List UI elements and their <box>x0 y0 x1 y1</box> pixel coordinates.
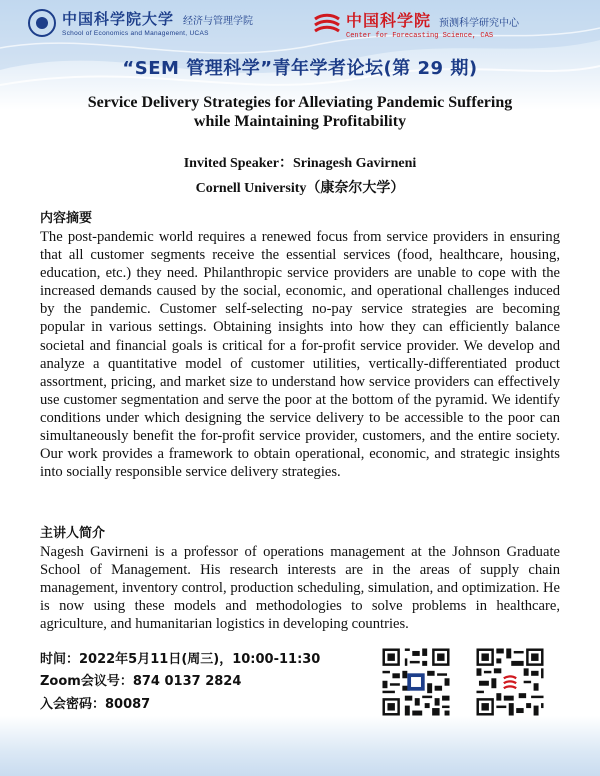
footer-background <box>0 716 600 776</box>
ucas-name: 中国科学院大学 <box>62 10 175 28</box>
ucas-seal-icon <box>28 9 56 37</box>
event-time: 时间：2022年5月11日(周三)，10:00-11:30 <box>40 652 321 667</box>
cfs-logo-icon <box>312 13 342 35</box>
cfs-name: 预测科学研究中心 <box>439 18 520 29</box>
zoom-meeting-id: Zoom会议号：874 0137 2824 <box>40 674 242 689</box>
sem-name: 经济与管理学院 <box>183 16 254 27</box>
speaker-line: Invited Speaker：Srinagesh Gavirneni <box>183 156 417 171</box>
qr-code-icon <box>474 646 546 718</box>
sem-english-name: School of Economics and Management, UCAS <box>62 30 209 37</box>
ucas-sem-logo <box>28 8 253 37</box>
cfs-logo <box>312 8 519 40</box>
affiliation-line: Cornell University（康奈尔大学） <box>195 181 405 196</box>
abstract-text: The post-pandemic world requires a renewed focus from service providers in ensuring that all customer segments receive the essential services (food, healthcare, housing, education, etc.) they need. Philanthropic service providers are unable to cope with the increased demands caused by the social, economic, and operational challenges induced by the pandemic. Customer self-selecting no-pay service strategies are becoming popular in various settings. Obtaining insights into how they can efficiently balance societal and financial goals is critical for a for-profit service provider. We develop and analyze a quantitative model of customer utilities, vertically-differentiated product assortment, pricing, and market size to understand how service providers can effectively use customer segmentation and serve the poor at the bottom of the pyramid. We identify conditions under which designing the service delivery to be accessible to the poor can simultaneously benefit the for-profit service provider, customers, and the entire society. Our work provides a framework to obtain operational, economic, and strategic insights into socially responsible service delivery strategies. <box>40 229 560 481</box>
abstract-heading: 内容摘要 <box>40 211 93 226</box>
meeting-password: 入会密码：80087 <box>40 697 151 712</box>
talk-title-line-1: Service Delivery Strategies for Alleviating Pandemic Suffering <box>87 94 513 111</box>
cfs-english-name: Center for Forecasting Science, CAS <box>346 32 494 40</box>
bio-heading: 主讲人简介 <box>40 526 106 541</box>
cfs-cas-name: 中国科学院 <box>346 11 432 30</box>
forum-title: “SEM 管理科学”青年学者论坛(第 29 期) <box>122 58 478 79</box>
talk-title <box>40 93 560 131</box>
qr-code-icon <box>380 646 452 718</box>
talk-title-line-2: while Maintaining Profitability <box>193 113 407 130</box>
bio-text: Nagesh Gavirneni is a professor of operations management at the Johnson Graduate School of Management. His research interests are in the areas of supply chain management, inventory control, production scheduling, simulation, and optimization. He is now using these models and methodologies to solve problems in healthcare, agriculture, and humanitarian logistics in developing countries. <box>40 544 560 633</box>
